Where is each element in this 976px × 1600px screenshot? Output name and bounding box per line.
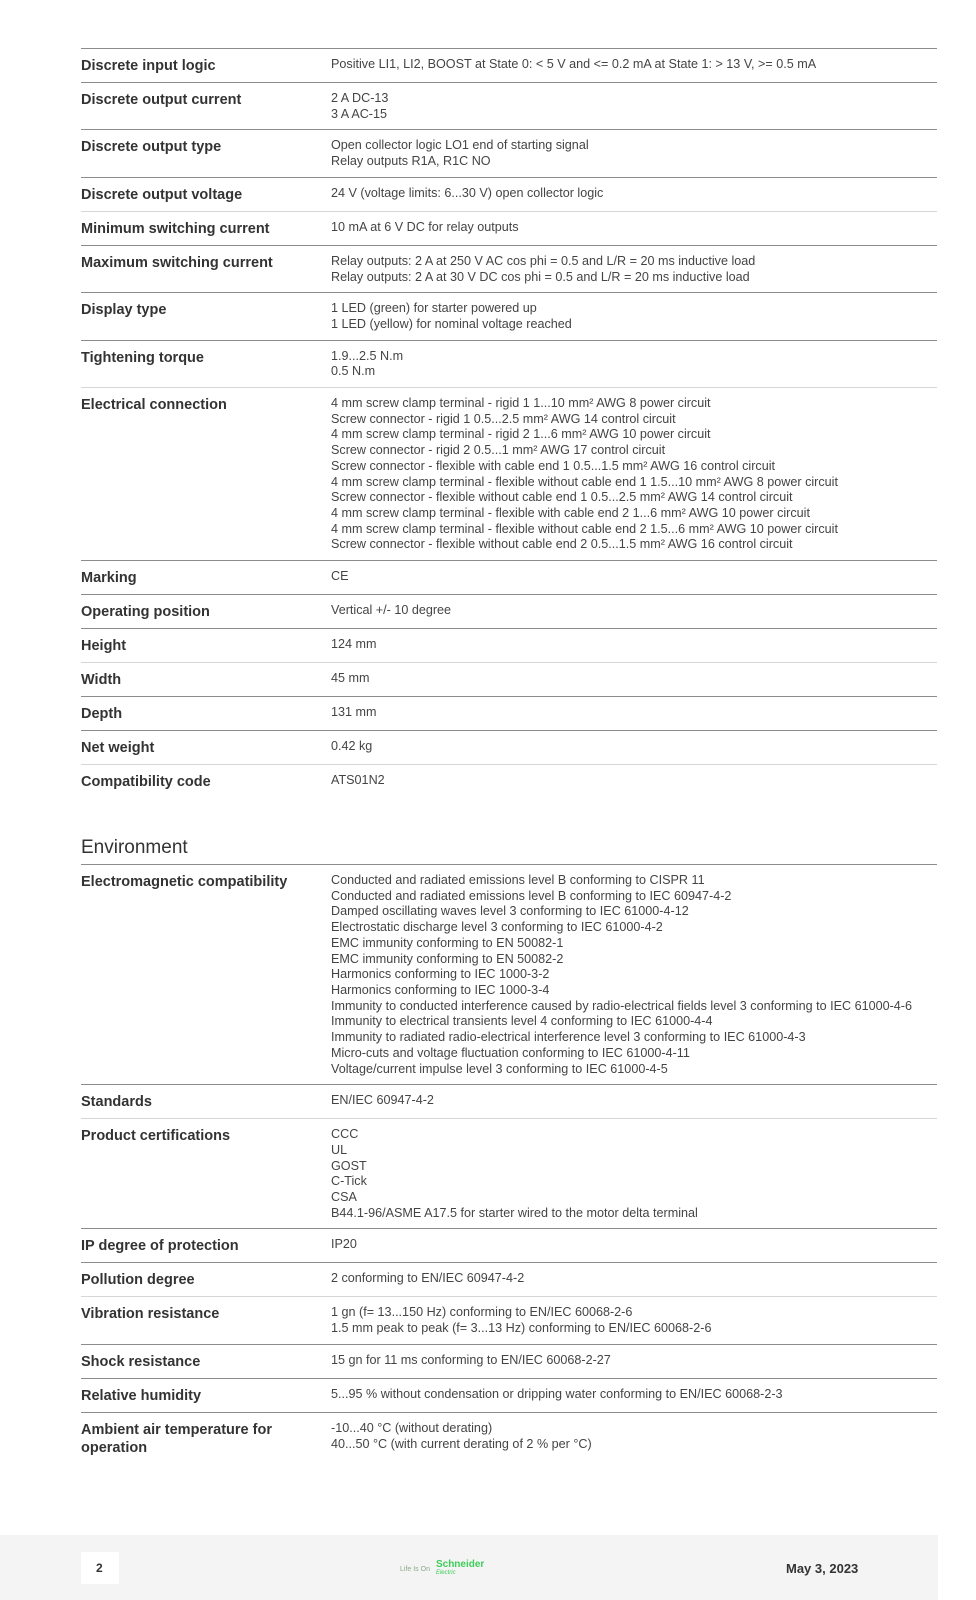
spec-label: Discrete output type [81,139,222,156]
spec-value: CE [331,569,349,584]
spec-value: 124 mm [331,637,377,652]
spec-label: Width [81,672,122,689]
spec-value: Relay outputs: 2 A at 250 V AC cos phi = 0.5 and L/R = 20 ms inductive load [331,253,756,268]
spec-label: Operating position [81,604,210,621]
spec-values [331,1421,937,1457]
spec-row [81,129,937,176]
spec-value: Micro-cuts and voltage fluctuation conforming to IEC 61000-4-11 [331,1045,690,1060]
spec-row [81,865,937,1084]
spec-value: 4 mm screw clamp terminal - flexible with cable end 2 1...6 mm² AWG 10 power circuit [331,505,810,520]
spec-value: IP20 [331,1237,357,1252]
spec-label: Standards [81,1094,152,1111]
spec-row [81,1084,937,1118]
spec-label: Depth [81,706,123,723]
spec-value: Immunity to radiated radio-electrical interference level 3 conforming to IEC 61000-4-3 [331,1030,806,1045]
spec-values [331,254,937,285]
spec-value: Vertical +/- 10 degree [331,603,452,618]
spec-values [331,739,937,757]
spec-values [331,1093,937,1111]
spec-row [81,387,937,560]
spec-value: EMC immunity conforming to EN 50082-1 [331,935,564,950]
spec-value: Relay outputs: 2 A at 30 V DC cos phi = 0.5 and L/R = 20 ms inductive load [331,269,750,284]
spec-values [331,301,937,332]
spec-label: Display type [81,302,167,319]
spec-value: GOST [331,1158,367,1173]
spec-value: 2 conforming to EN/IEC 60947-4-2 [331,1271,525,1286]
spec-value: Positive LI1, LI2, BOOST at State 0: < 5 V and <= 0.2 mA at State 1: > 13 V, >= 0.5 mA [331,57,817,71]
spec-value: UL [331,1142,348,1157]
spec-row [81,48,937,82]
spec-row [81,764,937,798]
spec-label: Compatibility code [81,774,211,791]
spec-values [331,873,937,1077]
spec-label: Electromagnetic compatibility [81,874,288,891]
spec-value: Voltage/current impulse level 3 conforming to IEC 61000-4-5 [331,1061,668,1076]
spec-value: Immunity to conducted interference caused by radio-electrical fields level 3 conforming to IEC 61000-4-6 [331,998,913,1013]
spec-value: 5...95 % without condensation or dripping water conforming to EN/IEC 60068-2-3 [331,1386,783,1401]
spec-value: 1 gn (f= 13...150 Hz) conforming to EN/IEC 60068-2-6 [331,1305,633,1320]
spec-row [81,1296,937,1343]
schneider-logo [436,1560,484,1578]
spec-values [331,57,937,75]
spec-values [331,671,937,689]
spec-value: 15 gn for 11 ms conforming to EN/IEC 60068-2-27 [331,1352,611,1367]
spec-row [81,1118,937,1228]
footer-date: May 3, 2023 [786,1561,859,1576]
spec-label: Ambient air temperature for operation [81,1421,272,1456]
spec-values [331,396,937,553]
spec-row [81,560,937,594]
spec-label: Net weight [81,740,155,757]
spec-value: 131 mm [331,705,377,720]
spec-value: Screw connector - flexible without cable end 2 0.5...1.5 mm² AWG 16 control circuit [331,537,793,552]
spec-values [331,1271,937,1289]
spec-row [81,730,937,764]
spec-value: Electrostatic discharge level 3 conforming to IEC 61000-4-2 [331,920,663,935]
page-number: 2 [81,1552,119,1584]
spec-value: 0.42 kg [331,739,373,754]
spec-label: Tightening torque [81,349,204,366]
spec-value: 2 A DC-13 [331,91,389,105]
spec-value: 0.5 N.m [331,364,376,379]
spec-values [331,705,937,723]
spec-values [331,138,937,169]
spec-row [81,1344,937,1378]
spec-value: Screw connector - rigid 2 0.5...1 mm² AWG 17 control circuit [331,443,666,458]
spec-value: -10...40 °C (without derating) [331,1420,493,1435]
spec-row [81,1378,937,1412]
spec-value: 40...50 °C (with current derating of 2 % per °C) [331,1436,592,1451]
spec-value: 4 mm screw clamp terminal - rigid 1 1...10 mm² AWG 8 power circuit [331,396,711,411]
spec-label: Minimum switching current [81,220,270,237]
characteristics-table [81,48,937,798]
spec-value: 3 A AC-15 [331,106,388,121]
spec-value: 10 mA at 6 V DC for relay outputs [331,219,519,234]
spec-row [81,211,937,245]
spec-label: Vibration resistance [81,1306,220,1323]
spec-values [331,569,937,587]
spec-value: CSA [331,1190,357,1205]
section-title-environment: Environment [81,837,188,859]
spec-value: EN/IEC 60947-4-2 [331,1093,434,1108]
spec-values [331,186,937,204]
spec-value: 45 mm [331,671,370,686]
spec-label: Maximum switching current [81,254,273,271]
spec-value: C-Tick [331,1174,367,1189]
spec-value: Conducted and radiated emissions level B conforming to CISPR 11 [331,873,705,888]
spec-value: Immunity to electrical transients level 4 conforming to IEC 61000-4-4 [331,1014,713,1029]
spec-label: Discrete output current [81,92,242,108]
brand-tagline: Life Is On [400,1565,430,1573]
spec-row [81,1262,937,1296]
spec-row [81,177,937,211]
spec-label: Height [81,638,127,655]
spec-value: Harmonics conforming to IEC 1000-3-2 [331,967,550,982]
spec-value: Relay outputs R1A, R1C NO [331,154,491,169]
spec-value: ATS01N2 [331,773,385,788]
spec-row [81,1228,937,1262]
spec-value: CCC [331,1127,359,1142]
spec-value: 1.9...2.5 N.m [331,348,404,363]
spec-values [331,1387,937,1405]
spec-label: Relative humidity [81,1387,202,1404]
spec-values [331,349,937,380]
spec-value: 1 LED (green) for starter powered up [331,301,537,316]
spec-value: Damped oscillating waves level 3 conforming to IEC 61000-4-12 [331,904,689,919]
spec-value: Conducted and radiated emissions level B conforming to IEC 60947-4-2 [331,888,732,903]
spec-values [331,1127,937,1221]
spec-values [331,1353,937,1371]
spec-values [331,91,937,122]
spec-label: Marking [81,570,137,587]
spec-label: Shock resistance [81,1353,201,1370]
spec-value: Screw connector - flexible with cable end 1 0.5...1.5 mm² AWG 16 control circuit [331,458,775,473]
spec-value: 1.5 mm peak to peak (f= 3...13 Hz) conforming to EN/IEC 60068-2-6 [331,1321,712,1336]
spec-values [331,220,937,238]
spec-row [81,1412,937,1464]
spec-value: EMC immunity conforming to EN 50082-2 [331,951,564,966]
spec-value: B44.1-96/ASME A17.5 for starter wired to the motor delta terminal [331,1205,698,1220]
brand-name: Schneider [435,1559,485,1570]
spec-label: Pollution degree [81,1272,195,1289]
spec-values [331,1237,937,1255]
spec-value: 4 mm screw clamp terminal - flexible without cable end 2 1.5...6 mm² AWG 10 power circuit [331,521,838,536]
environment-table [81,865,937,1464]
spec-value: Screw connector - flexible without cable end 1 0.5...2.5 mm² AWG 14 control circuit [331,490,793,505]
spec-row [81,340,937,387]
spec-value: Open collector logic LO1 end of starting signal [331,138,589,153]
spec-value: 4 mm screw clamp terminal - rigid 2 1...6 mm² AWG 10 power circuit [331,427,711,442]
spec-sheet [81,48,937,1464]
spec-values [331,1305,937,1336]
spec-value: Screw connector - rigid 1 0.5...2.5 mm² AWG 14 control circuit [331,411,676,426]
spec-row [81,82,937,129]
spec-values [331,773,937,791]
brand-sub: Electric [435,1570,456,1576]
brand-logo [400,1560,484,1578]
spec-label: Product certifications [81,1128,231,1145]
spec-row [81,628,937,662]
spec-label: IP degree of protection [81,1238,239,1255]
spec-values [331,637,937,655]
spec-row [81,292,937,339]
spec-row [81,245,937,292]
spec-value: 4 mm screw clamp terminal - flexible without cable end 1 1.5...10 mm² AWG 8 power circuit [331,474,838,489]
spec-label: Electrical connection [81,397,227,414]
spec-values [331,603,937,621]
spec-value: 1 LED (yellow) for nominal voltage reached [331,316,572,331]
spec-value: Harmonics conforming to IEC 1000-3-4 [331,982,550,997]
spec-label: Discrete output voltage [81,186,243,203]
spec-row [81,696,937,730]
spec-row [81,662,937,696]
spec-value: 24 V (voltage limits: 6...30 V) open collector logic [331,185,604,200]
spec-row [81,594,937,628]
spec-label: Discrete input logic [81,58,216,74]
